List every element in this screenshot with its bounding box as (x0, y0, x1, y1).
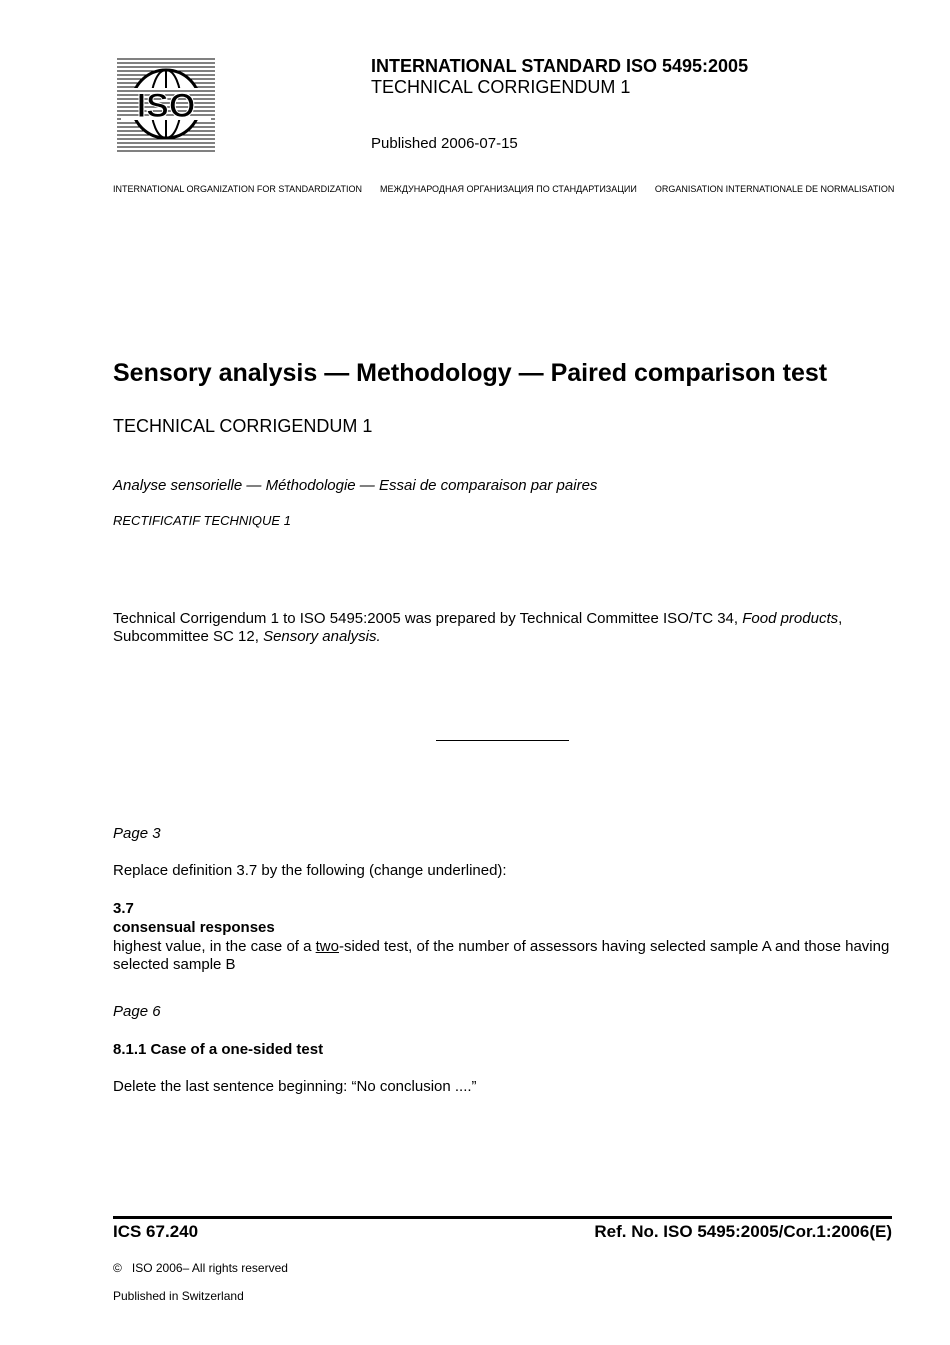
change1-page-ref: Page 3 (113, 825, 161, 842)
committee-name: Food products (742, 610, 839, 627)
term-number: 3.7 (113, 900, 134, 917)
separator-rule (436, 740, 569, 741)
document-title: Sensory analysis — Methodology — Paired comparison test (113, 359, 828, 387)
published-date: Published 2006-07-15 (371, 135, 518, 152)
corrigendum-label: TECHNICAL CORRIGENDUM 1 (113, 416, 373, 436)
published-in: Published in Switzerland (113, 1289, 244, 1303)
reference-number: Ref. No. ISO 5495:2005/Cor.1:2006(E) (594, 1222, 892, 1241)
org-name-en: INTERNATIONAL ORGANIZATION FOR STANDARDIZATION (113, 184, 363, 194)
term-definition (113, 938, 893, 974)
copyright-notice (113, 1261, 288, 1276)
preparation-paragraph (113, 610, 893, 646)
definition-underlined-change: two (315, 938, 339, 955)
change2-page-ref: Page 6 (113, 1003, 161, 1020)
copyright-icon: © (113, 1261, 122, 1275)
organization-line (113, 183, 893, 195)
standard-subtitle: TECHNICAL CORRIGENDUM 1 (371, 77, 631, 97)
iso-logo (117, 57, 215, 152)
prep-text-1: Technical Corrigendum 1 to ISO 5495:2005 was prepared by Technical Committee ISO/TC 34, (113, 610, 743, 627)
change2-heading: 8.1.1 Case of a one-sided test (113, 1041, 324, 1058)
org-name-fr: ORGANISATION INTERNATIONALE DE NORMALISATION (654, 184, 895, 194)
french-title: Analyse sensorielle — Méthodologie — Essai de comparaison par paires (113, 477, 598, 494)
term-name: consensual responses (113, 919, 275, 936)
french-corrigendum-label: RECTIFICATIF TECHNIQUE 1 (113, 513, 291, 528)
ics-code: ICS 67.240 (113, 1222, 199, 1241)
iso-logo-text: ISO (136, 87, 196, 125)
change2-instruction: Delete the last sentence beginning: “No conclusion ....” (113, 1078, 477, 1095)
copyright-text: ISO 2006– All rights reserved (131, 1261, 288, 1275)
prep-text-2: , Subcommittee SC 12, (113, 610, 843, 645)
subcommittee-name: Sensory analysis. (263, 628, 381, 645)
standard-title: INTERNATIONAL STANDARD ISO 5495:2005 (371, 56, 749, 76)
change1-instruction: Replace definition 3.7 by the following (change underlined): (113, 862, 507, 879)
footer-rule (113, 1216, 892, 1219)
org-name-ru: МЕЖДУНАРОДНАЯ ОРГАНИЗАЦИЯ ПО СТАНДАРТИЗАЦИИ (380, 184, 637, 194)
definition-text-before: highest value, in the case of a (113, 938, 316, 955)
definition-text-after: -sided test, of the number of assessors having selected sample A and those having selected sample B (113, 938, 890, 973)
